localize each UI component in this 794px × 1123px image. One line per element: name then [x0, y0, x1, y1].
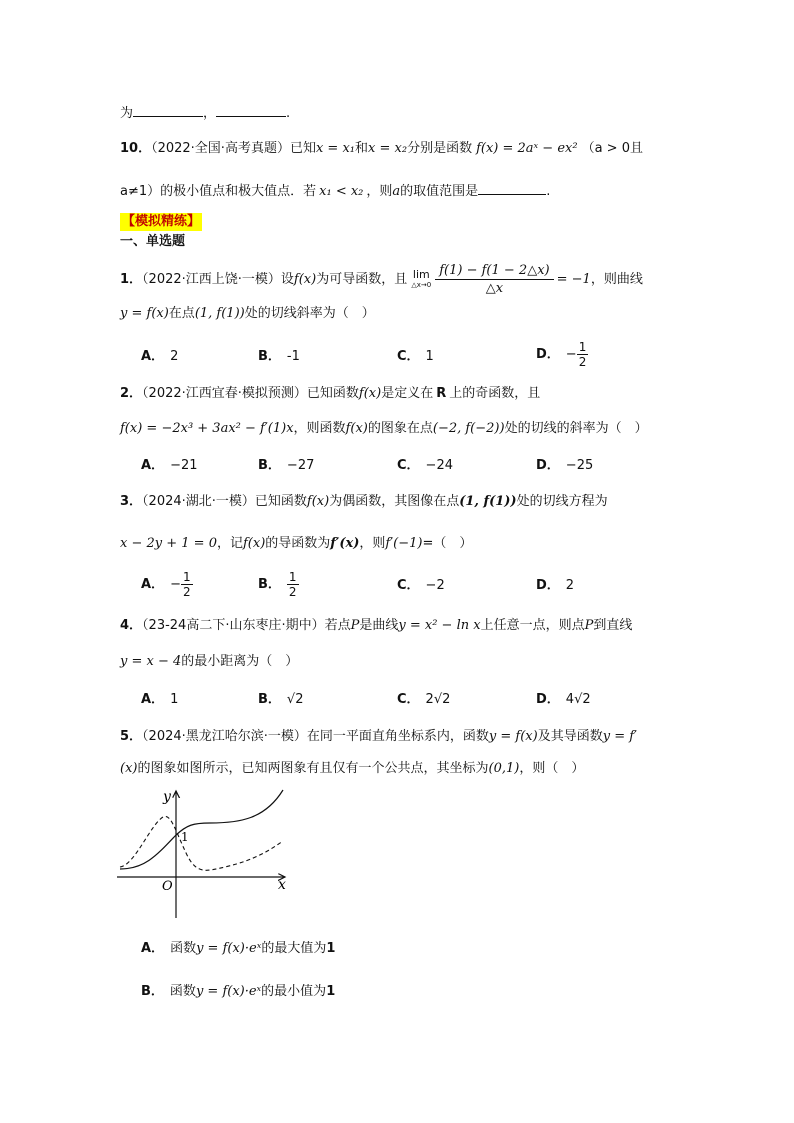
curve-f — [120, 790, 283, 869]
math-expr: x = x₁ — [315, 141, 356, 156]
option-label: B． — [141, 984, 164, 999]
option-label: C． — [397, 349, 420, 364]
q3-line1 — [120, 493, 608, 511]
option-a[interactable] — [141, 348, 178, 366]
q5-text: 在同一平面直角坐标系内，函数 — [306, 729, 489, 744]
option-d[interactable] — [536, 577, 574, 595]
question-source: （2024·湖北·一模） — [142, 494, 255, 509]
option-d[interactable] — [536, 340, 588, 369]
q10-text: （a > 0且 — [581, 141, 643, 156]
math-expr: f(x) — [358, 386, 382, 401]
top-end: . — [286, 106, 291, 121]
q4-line2 — [120, 653, 298, 671]
option-value: 4√2 — [565, 692, 591, 707]
fraction — [287, 570, 299, 599]
math-expr: f′(x) — [330, 536, 360, 551]
q3-text: ，记 — [216, 536, 243, 551]
option-c[interactable] — [397, 577, 445, 595]
option-label: C． — [397, 458, 420, 473]
q2-text: ，则函数 — [293, 421, 346, 436]
option-value: 2 — [565, 578, 575, 593]
question-number: 5． — [120, 729, 143, 744]
q2-text: 是定义在 — [381, 386, 434, 401]
q4-text: 若点 — [324, 618, 351, 633]
q5-line1 — [120, 728, 637, 746]
option-label: A． — [141, 941, 165, 956]
q1-line1 — [120, 262, 643, 297]
one-label: 1 — [181, 830, 189, 844]
math-expr: x − 2y + 1 = 0 — [120, 536, 217, 551]
math-expr: f(x) — [242, 536, 266, 551]
q5-text: 及其导函数 — [537, 729, 603, 744]
option-value: 2 — [170, 349, 179, 364]
math-expr: f(x) = 2aˣ − ex² — [476, 141, 578, 156]
math-expr: (0,1) — [488, 761, 520, 776]
q2-line2 — [120, 420, 648, 438]
q4-text: 的最小距离为（ ） — [181, 654, 299, 669]
q1-line2 — [120, 305, 375, 323]
option-label: B． — [258, 458, 281, 473]
question-number: 4． — [120, 618, 143, 633]
option-value: 1 — [170, 692, 179, 707]
math-expr: = −1 — [556, 272, 591, 287]
math-expr: f(x) = −2x³ + 3ax² − f′(1)x — [120, 421, 294, 436]
fraction-denominator: 2 — [578, 355, 587, 369]
option-b[interactable] — [258, 570, 299, 599]
section-title: 一、单选题 — [120, 234, 186, 249]
q5-text: 的图象如图所示，已知两图象有且仅有一个公共点，其坐标为 — [137, 761, 489, 776]
q5-line2 — [120, 760, 584, 778]
x-label: x — [278, 877, 286, 893]
q10-end: . — [546, 184, 551, 199]
math-expr: y = x² − ln x — [398, 618, 481, 633]
q1-text: ，则曲线 — [590, 272, 643, 287]
math-expr: a — [392, 184, 401, 199]
q1-text: 设 — [280, 272, 294, 287]
blank-1 — [133, 104, 203, 117]
question-source: （23-24高二下·山东枣庄·期中） — [142, 618, 325, 633]
origin-label: O — [162, 879, 173, 894]
q1-text: 为可导函数，且 — [316, 272, 408, 287]
option-value: 1 — [425, 349, 434, 364]
limit-fraction — [435, 262, 553, 297]
option-label: B． — [258, 577, 281, 592]
option-label: D． — [536, 458, 560, 473]
question-number: 1． — [120, 272, 143, 287]
math-expr: f(x) — [293, 272, 317, 287]
math-expr: (−2, f(−2)) — [432, 421, 505, 436]
math-expr: P — [584, 618, 594, 633]
option-label: D． — [536, 578, 560, 593]
math-expr: x = x₂ — [368, 141, 408, 156]
fraction-numerator: f(1) − f(1 − 2△x) — [435, 262, 553, 280]
q10-text: ，则 — [366, 184, 393, 199]
q10-text: 已知 — [289, 141, 316, 156]
question-source: （2024·黑龙江哈尔滨·一模） — [142, 729, 307, 744]
q3-line2 — [120, 535, 472, 553]
question-source: （2022·江西宜春·模拟预测） — [142, 386, 307, 401]
curve-f-prime — [120, 816, 283, 870]
math-expr: x₁ < x₂ — [319, 184, 364, 199]
q10-line1 — [120, 140, 643, 158]
top-sep: ， — [203, 106, 217, 121]
option-a[interactable] — [141, 570, 193, 599]
option-label: B． — [258, 692, 281, 707]
math-expr: y = f(x)·eˣ — [196, 941, 262, 956]
q2-text: 上的奇函数，且 — [449, 386, 541, 401]
math-expr: f(x) — [306, 494, 330, 509]
option-b[interactable] — [141, 983, 335, 1001]
option-value: √2 — [286, 692, 304, 707]
option-label: D． — [536, 347, 560, 362]
option-value: 2√2 — [425, 692, 451, 707]
q10-text: 和 — [355, 141, 369, 156]
top-fill-line — [120, 104, 290, 123]
option-label: A． — [141, 349, 165, 364]
option-label: A． — [141, 458, 165, 473]
option-value: − — [565, 347, 577, 362]
question-number: 10． — [120, 141, 152, 156]
section-tag: 【模拟精练】 — [122, 214, 201, 229]
fraction-numerator: 1 — [578, 340, 587, 354]
option-label: B． — [258, 349, 281, 364]
q10-text: 的取值范围是 — [400, 184, 479, 199]
option-value: −25 — [565, 458, 594, 473]
blank-2 — [216, 104, 286, 117]
option-value: 1 — [326, 941, 336, 956]
option-value: −24 — [425, 458, 453, 473]
math-expr: P — [350, 618, 360, 633]
limit-symbol — [411, 269, 431, 291]
math-expr: y = f(x)·eˣ — [195, 984, 262, 999]
option-value: −2 — [425, 578, 445, 593]
blank-answer — [478, 182, 546, 195]
option-text: 的最大值为 — [261, 941, 327, 956]
math-expr: y = x − 4 — [120, 654, 182, 669]
option-b[interactable] — [258, 457, 314, 475]
option-c[interactable] — [397, 691, 450, 709]
q3-text: 的导函数为 — [265, 536, 331, 551]
fraction-numerator: 1 — [182, 570, 191, 584]
q3-text: 已知函数 — [254, 494, 307, 509]
q5-text: ，则（ ） — [519, 761, 585, 776]
fraction-denominator: 2 — [288, 585, 297, 599]
q3-text: =（ ） — [422, 536, 473, 551]
q1-text: 在点 — [168, 306, 195, 321]
question-number: 2． — [120, 386, 143, 401]
fraction — [577, 340, 589, 369]
option-label: C． — [397, 692, 420, 707]
math-expr: (1, f(1)) — [194, 306, 245, 321]
q10-text: a≠1）的极小值点和极大值点．若 — [120, 184, 317, 199]
fraction — [181, 570, 193, 599]
math-expr: f′(−1) — [385, 536, 423, 551]
math-expr: f(x) — [345, 421, 368, 436]
math-expr: y = f(x) — [120, 306, 169, 321]
q3-text: 为偶函数，其图像在点 — [329, 494, 460, 509]
question-source: （2022·江西上饶·一模） — [142, 272, 281, 287]
option-a[interactable] — [141, 940, 335, 958]
lim-sub: △x→0 — [411, 280, 432, 289]
q2-text: 处的切线的斜率为（ ） — [504, 421, 648, 436]
q4-line1 — [120, 617, 632, 635]
option-text: 函数 — [169, 984, 196, 999]
math-expr: (x) — [120, 761, 138, 776]
question-source: （2022·全国·高考真题） — [151, 141, 290, 156]
option-label: A． — [141, 692, 165, 707]
option-value: −21 — [170, 458, 198, 473]
option-text: 的最小值为 — [261, 984, 327, 999]
option-value: -1 — [286, 349, 300, 364]
q10-text: 分别是函数 — [407, 141, 473, 156]
fraction-denominator: 2 — [182, 585, 191, 599]
function-graph — [115, 785, 315, 925]
q2-text: R — [436, 386, 447, 401]
q3-text: ，则 — [359, 536, 386, 551]
section-tag-line — [120, 213, 202, 231]
option-b[interactable] — [258, 691, 303, 709]
option-b[interactable] — [258, 348, 300, 366]
option-label: C． — [397, 578, 420, 593]
q4-text: 到直线 — [593, 618, 633, 633]
lim-text: lim — [412, 267, 430, 281]
math-expr: y = f′ — [602, 729, 637, 744]
top-prefix: 为 — [120, 106, 134, 121]
math-expr: (1, f(1)) — [459, 494, 517, 509]
option-c[interactable] — [397, 457, 453, 475]
option-d[interactable] — [536, 457, 593, 475]
option-value: −27 — [286, 458, 315, 473]
option-d[interactable] — [536, 691, 591, 709]
option-value: 1 — [326, 984, 336, 999]
math-expr: y = f(x) — [488, 729, 538, 744]
option-label: D． — [536, 692, 560, 707]
fraction-numerator: 1 — [288, 570, 297, 584]
option-value: − — [170, 577, 181, 592]
q2-text: 已知函数 — [306, 386, 359, 401]
option-a[interactable] — [141, 691, 178, 709]
q3-text: 处的切线方程为 — [516, 494, 608, 509]
fraction-denominator: △x — [485, 281, 504, 296]
q4-text: 上任意一点，则点 — [480, 618, 585, 633]
option-c[interactable] — [397, 348, 434, 366]
question-number: 3． — [120, 494, 143, 509]
q2-line1 — [120, 385, 540, 403]
y-label: y — [163, 789, 171, 805]
option-label: A． — [141, 577, 165, 592]
q1-text: 处的切线斜率为（ ） — [244, 306, 375, 321]
q4-text: 是曲线 — [359, 618, 399, 633]
q2-text: 的图象在点 — [367, 421, 433, 436]
q10-line2 — [120, 182, 550, 201]
option-text: 函数 — [170, 941, 197, 956]
option-a[interactable] — [141, 457, 198, 475]
